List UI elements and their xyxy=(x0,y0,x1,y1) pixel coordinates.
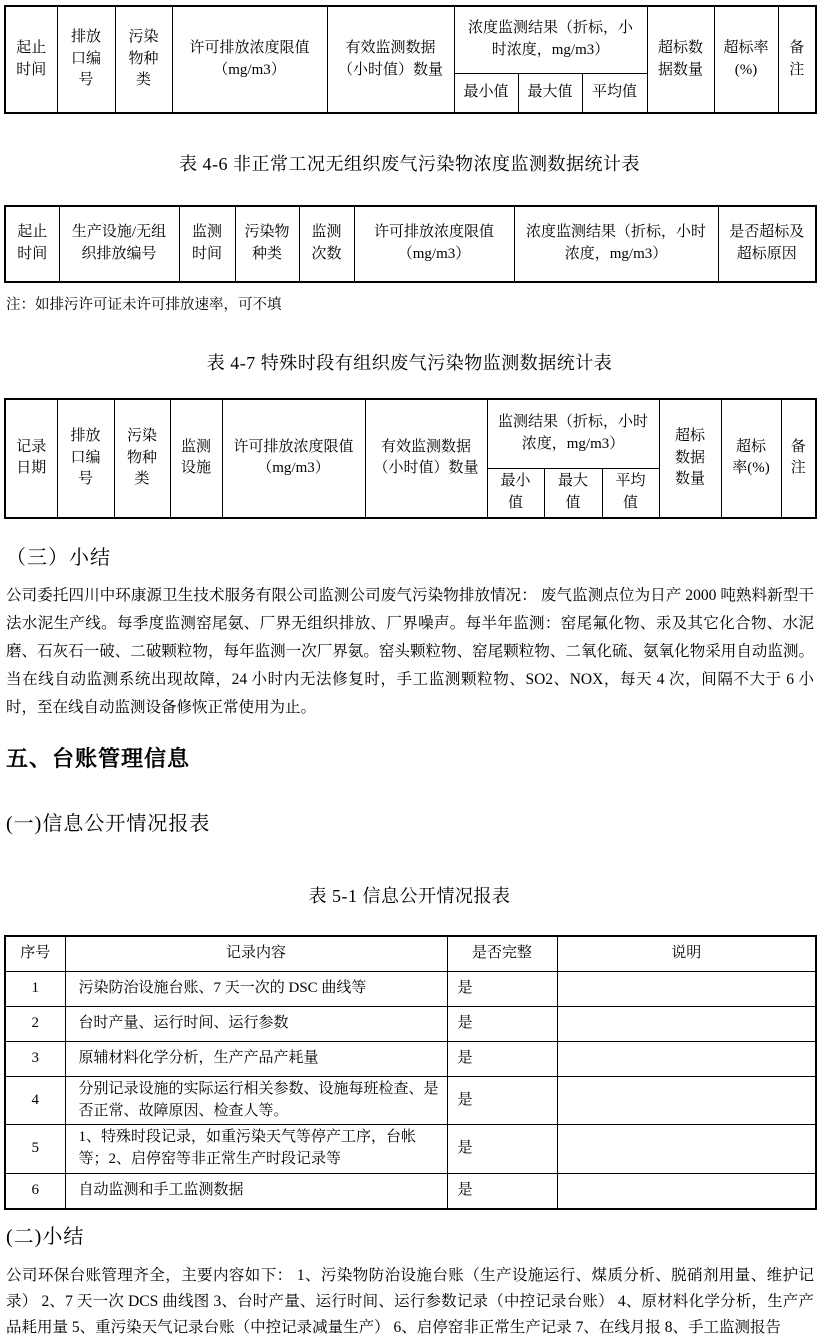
row-content: 原辅材料化学分析，生产产品产耗量 xyxy=(65,1041,447,1076)
table-4-7-caption: 表 4-7 特殊时段有组织废气污染物监测数据统计表 xyxy=(206,352,613,373)
col-valid-data-count: 有效监测数据（小时值）数量 xyxy=(327,6,454,113)
col-exceedance-count: 超标数据数量 xyxy=(647,6,714,113)
subcol-max: 最大值 xyxy=(518,74,582,114)
col-exceedance-rate: 超标率(%) xyxy=(721,399,781,518)
col-permitted-limit: 许可排放浓度限值（mg/m3） xyxy=(172,6,327,113)
col-group-monitor-results: 监测结果（折标，小时浓度，mg/m3） xyxy=(487,399,659,469)
paragraph-summary-3: 公司委托四川中环康源卫生技术服务有限公司监测公司废气污染物排放情况： 废气监测点位为日产 2000 吨熟料新型干法水泥生产线。每季度监测窑尾氨、厂界无组织排放、厂界噪声。每半年监测：窑尾氟化物、汞及其它化合物、水泥磨、石灰石一破、二破颗粒物，每年监测一次厂界氨。窑头颗粒物、窑尾颗粒物、二氧化硫、氨氧化物采用自动监测。当在线自动监测系统出现故障，24 小时内无法修复时，手工监测颗粒物、SO2、NOX，每天 4 次，间隔不大于 6 小时，至在线自动监测设备修恢正常使用为止。 xyxy=(6,586,814,716)
row-note xyxy=(557,1006,816,1041)
row-content: 1、特殊时段记录，如重污染天气等停产工序，台帐等；2、启停窑等非正常生产时段记录等 xyxy=(65,1125,447,1174)
col-start-end-time: 起止时间 xyxy=(5,6,57,113)
subcol-avg: 平均值 xyxy=(582,74,647,114)
col-monitor-time: 监测时间 xyxy=(179,206,235,282)
row-complete: 是 xyxy=(447,1006,557,1041)
row-no: 3 xyxy=(5,1041,65,1076)
subcol-avg: 平均值 xyxy=(602,469,659,518)
col-record-date: 记录日期 xyxy=(5,399,57,518)
row-complete: 是 xyxy=(447,1076,557,1125)
table-row xyxy=(5,1125,816,1174)
col-outlet-id: 排放口编号 xyxy=(57,6,115,113)
col-monitor-facility: 监测设施 xyxy=(170,399,222,518)
row-note xyxy=(557,1125,816,1174)
col-serial-no: 序号 xyxy=(5,936,65,972)
row-no: 1 xyxy=(5,971,65,1006)
heading-summary-3: （三）小结 xyxy=(6,546,111,569)
table-4-5-continuation-header xyxy=(4,5,817,114)
col-permitted-limit: 许可排放浓度限值（mg/m3） xyxy=(222,399,365,518)
col-pollutant-type: 污染物种类 xyxy=(235,206,299,282)
subcol-min: 最小值 xyxy=(454,74,518,114)
col-concentration-results: 浓度监测结果（折标，小时浓度，mg/m3） xyxy=(514,206,718,282)
row-complete: 是 xyxy=(447,1125,557,1174)
row-content: 分别记录设施的实际运行相关参数、设施每班检查、是否正常、故障原因、检查人等。 xyxy=(65,1076,447,1125)
row-content: 自动监测和手工监测数据 xyxy=(65,1173,447,1209)
row-no: 4 xyxy=(5,1076,65,1125)
row-content: 污染防治设施台账、7 天一次的 DSC 曲线等 xyxy=(65,971,447,1006)
col-permitted-limit: 许可排放浓度限值（mg/m3） xyxy=(354,206,514,282)
row-no: 6 xyxy=(5,1173,65,1209)
heading-summary-2: (二)小结 xyxy=(6,1225,85,1248)
table-row xyxy=(5,1041,816,1076)
paragraph-summary-2: 公司环保台账管理齐全，主要内容如下： 1、污染物防治设施台账（生产设施运行、煤质分析、脱硝剂用量、维护记录） 2、7 天一次 DCS 曲线图 3、台时产量、运行时间、运行参数记录（中控记录台账） 4、原材料化学分析，生产产品耗用量 5、重污染天气记录台账（中控记录减量生产） 6、启停窑非正常生产记录 7、在线月报 8、手工监测报告 xyxy=(6,1266,814,1336)
row-complete: 是 xyxy=(447,1041,557,1076)
table-5-1-info-disclosure xyxy=(4,935,817,1210)
row-no: 5 xyxy=(5,1125,65,1174)
col-exceed-and-reason: 是否超标及超标原因 xyxy=(718,206,816,282)
col-remarks: 备注 xyxy=(778,6,816,113)
col-record-content: 记录内容 xyxy=(65,936,447,972)
col-is-complete: 是否完整 xyxy=(447,936,557,972)
table-4-6-header xyxy=(4,205,817,283)
row-note xyxy=(557,971,816,1006)
table-5-1-caption: 表 5-1 信息公开情况报表 xyxy=(308,885,511,906)
row-note xyxy=(557,1076,816,1125)
col-facility-fugitive-id: 生产设施/无组织排放编号 xyxy=(59,206,179,282)
col-explanation: 说明 xyxy=(557,936,816,972)
subcol-min: 最小值 xyxy=(487,469,544,518)
table-row xyxy=(5,1076,816,1125)
row-complete: 是 xyxy=(447,1173,557,1209)
col-remarks: 备注 xyxy=(781,399,816,518)
col-pollutant-type: 污染物种类 xyxy=(115,6,172,113)
col-pollutant-type: 污染物种类 xyxy=(114,399,170,518)
row-no: 2 xyxy=(5,1006,65,1041)
col-start-end-time: 起止时间 xyxy=(5,206,59,282)
row-note xyxy=(557,1173,816,1209)
heading-subsection-1: (一)信息公开情况报表 xyxy=(6,812,211,835)
col-exceedance-rate: 超标率(%) xyxy=(714,6,778,113)
col-exceedance-count: 超标数据数量 xyxy=(659,399,721,518)
table-row xyxy=(5,1006,816,1041)
row-complete: 是 xyxy=(447,971,557,1006)
table-4-6-footnote: 注：如排污许可证未许可排放速率，可不填 xyxy=(6,297,282,314)
subcol-max: 最大值 xyxy=(544,469,602,518)
row-note xyxy=(557,1041,816,1076)
heading-section-5: 五、台账管理信息 xyxy=(6,745,191,771)
table-row xyxy=(5,971,816,1006)
col-monitor-count: 监测次数 xyxy=(299,206,354,282)
table-4-6-caption: 表 4-6 非正常工况无组织废气污染物浓度监测数据统计表 xyxy=(179,154,640,174)
row-content: 台时产量、运行时间、运行参数 xyxy=(65,1006,447,1041)
table-4-7-header xyxy=(4,398,817,519)
table-row xyxy=(5,1173,816,1209)
col-group-concentration-results: 浓度监测结果（折标，小时浓度，mg/m3） xyxy=(454,6,647,74)
col-outlet-id: 排放口编号 xyxy=(57,399,114,518)
col-valid-data-count: 有效监测数据（小时值）数量 xyxy=(365,399,487,518)
